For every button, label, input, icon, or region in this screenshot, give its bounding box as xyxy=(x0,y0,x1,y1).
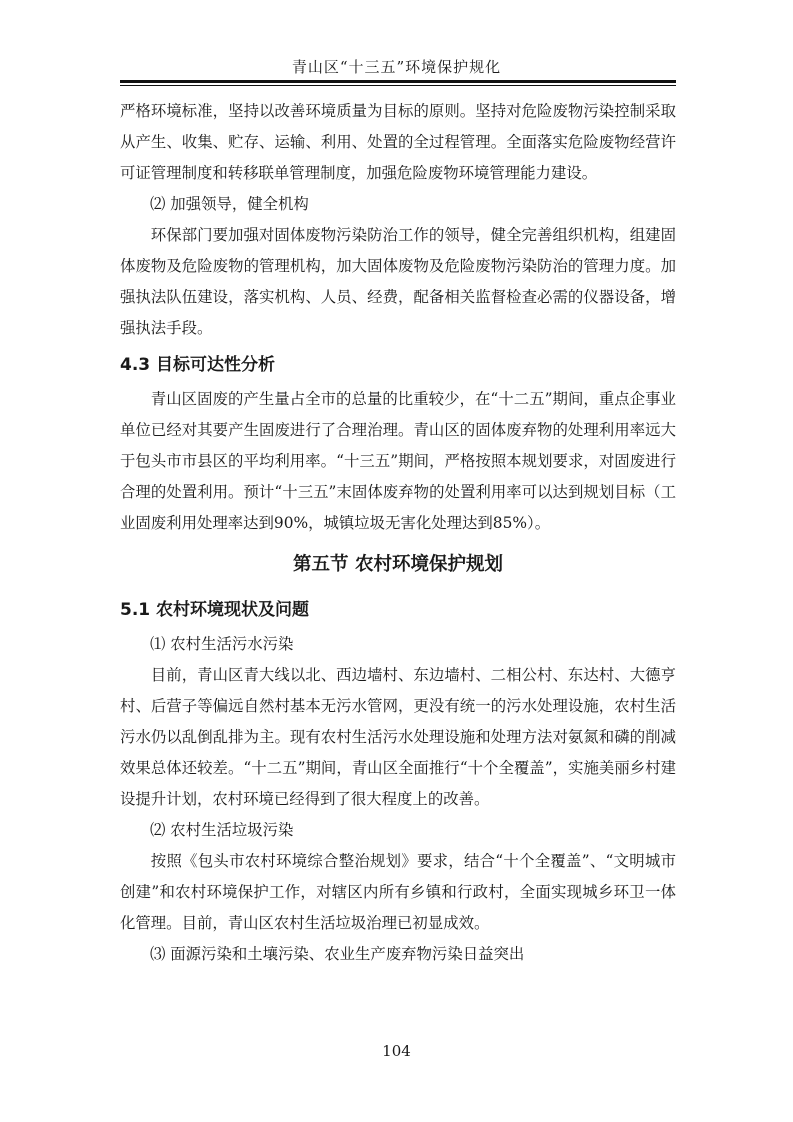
page-header-title: 青山区“十三五”环境保护规化 xyxy=(291,58,502,76)
list-item-nonpoint-pollution: ⑶ 面源污染和土壤污染、农业生产废弃物污染日益突出 xyxy=(150,945,525,963)
header-rule-thin xyxy=(120,85,676,86)
page-number: 104 xyxy=(382,1042,411,1060)
header-rule-thick xyxy=(120,80,676,83)
paragraph-feasibility: 青山区固废的产生量占全市的总量的比重较少，在“十二五”期间，重点企事业单位已经对其要产生固废进行了合理治理。青山区的固体废弃物的处理利用率远大于包头市市县区的平均利用率。“十三五”期间，严格按照本规划要求，对固废进行合理的处置利用。预计“十三五”末固体废弃物的处置利用率可以达到规划目标（工业固废利用处理率达到90%，城镇垃圾无害化处理达到85%）。 xyxy=(120,390,676,532)
list-item-strengthen-leadership: ⑵ 加强领导，健全机构 xyxy=(150,195,309,213)
page-body xyxy=(120,96,676,970)
heading-5-1: 5.1 农村环境现状及问题 xyxy=(120,600,310,620)
section-title-5: 第五节 农村环境保护规划 xyxy=(293,554,503,575)
list-item-sewage: ⑴ 农村生活污水污染 xyxy=(150,635,294,653)
paragraph-sewage: 目前，青山区青大线以北、西边墙村、东边墙村、二相公村、东达村、大德亨村、后营子等偏远自然村基本无污水管网，更没有统一的污水处理设施，农村生活污水仍以乱倒乱排为主。现有农村生活污水处理设施和处理方法对氨氮和磷的削减效果总体还较差。“十二五”期间，青山区全面推行“十个全覆盖”，实施美丽乡村建设提升计划，农村环境已经得到了很大程度上的改善。 xyxy=(120,666,676,808)
paragraph-garbage: 按照《包头市农村环境综合整治规划》要求，结合“十个全覆盖”、“文明城市创建”和农村环境保护工作，对辖区内所有乡镇和行政村，全面实现城乡环卫一体化管理。目前，青山区农村生活垃圾治理已初显成效。 xyxy=(120,852,676,932)
heading-4-3: 4.3 目标可达性分析 xyxy=(120,355,276,375)
list-item-garbage: ⑵ 农村生活垃圾污染 xyxy=(150,821,294,839)
paragraph-leadership: 环保部门要加强对固体废物污染防治工作的领导，健全完善组织机构，组建固体废物及危险废物的管理机构，加大固体废物及危险废物污染防治的管理力度。加强执法队伍建设，落实机构、人员、经费，配备相关监督检查必需的仪器设备，增强执法手段。 xyxy=(120,226,676,337)
paragraph-continuation: 严格环境标准，坚持以改善环境质量为目标的原则。坚持对危险废物污染控制采取从产生、收集、贮存、运输、利用、处置的全过程管理。全面落实危险废物经营许可证管理制度和转移联单管理制度，加强危险废物环境管理能力建设。 xyxy=(120,102,676,182)
